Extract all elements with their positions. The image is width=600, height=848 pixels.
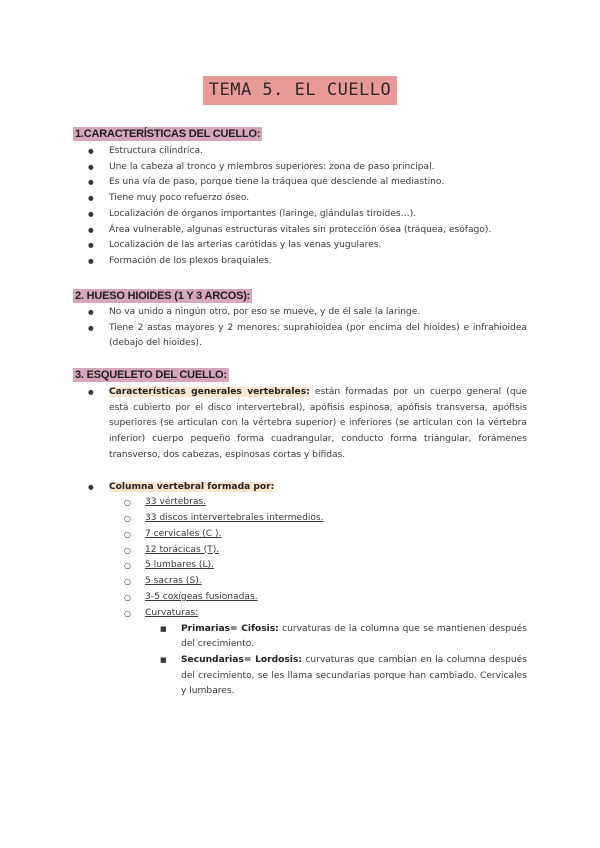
list-item: ● Tiene muy poco refuerzo óseo. [73,191,527,207]
section-heading-caracteristicas: 1.CARACTERÍSTICAS DEL CUELLO: [75,128,261,140]
list-item: ● No va unido a ningún otro, por eso se mueve, y de él sale la laringe. [73,305,527,321]
highlighted-label: Columna vertebral formada por: [109,481,275,492]
curvature-label: Primarias= Cifosis: [181,623,279,634]
list-item: ● Es una vía de paso, porque tiene la tráquea que desciende al mediastino. [73,175,527,191]
sub-list-item-curvaturas [109,606,527,700]
highlighted-label: Características generales vertebrales: [109,387,310,397]
list-item: ● Localización de órganos importantes (laringe, glándulas tiroides…). [73,207,527,223]
sub-item-text: Curvaturas: [145,607,199,618]
sub-item-text: 5 sacras (S). [145,576,202,587]
list-item-caracteristicas-vertebrales [73,385,527,464]
list-item: ● Área vulnerable, algunas estructuras vitales sin protección ósea (tráquea, esófago). [73,223,527,239]
sub-item-text: 33 discos intervertebrales intermedios. [145,513,324,524]
section-heading-hueso-hioides: 2. HUESO HIOIDES (1 Y 3 ARCOS): [75,290,251,302]
sub-list-item [109,558,527,574]
list-caracteristicas [73,144,527,270]
list-hueso-hioides [73,305,527,352]
sub-list-item [109,495,527,511]
sub-item-text: 33 vértebras. [145,497,207,508]
curvature-text: curvaturas de la columna que se mantienen después del crecimiento. [181,623,528,650]
list-item: ● Localización de las arterias carótidas y las venas yugulares. [73,238,527,254]
sub-item-text: 12 torácicas (T). [145,544,220,555]
curvature-item-primarias [145,622,527,653]
sub-list-item [109,543,527,559]
sub-list-item [109,511,527,527]
page-title: TEMA 5. EL CUELLO [203,76,398,105]
sub-list-item [109,590,527,606]
curvature-label: Secundarias= Lordosis: [181,655,302,665]
curvature-text: curvaturas que cambian en la columna después del crecimiento, se les llama secundarias porque han cambiado. Cervicales y lumbares. [181,655,527,697]
section-heading-esqueleto: 3. ESQUELETO DEL CUELLO: [75,369,227,381]
title-wrapper [0,76,600,105]
list-esqueleto [73,385,527,700]
sub-item-text: 3-5 coxígeas fusionadas. [145,592,258,602]
sub-item-text: 5 lumbares (L). [145,560,214,571]
sub-item-text: 7 cervicales (C ). [145,528,222,539]
sub-list-item [109,527,527,543]
sublist-curvaturas [145,622,527,701]
list-item: ● Formación de los plexos braquiales. [73,254,527,270]
sublist-columna [109,495,527,700]
list-item: ● Estructura cilíndrica. [73,144,527,160]
sub-list-item [109,574,527,590]
item-text: están formadas por un cuerpo general (que está cubierto por el disco intervertebral), apófisis espinosa, apófisis transversa, apófisis superiores (se articulan con la vértebra superior) e inferiores (se articulan con la vértebra inferior) cuerpo pequeño forma cuadrangular, conducto forma triangular, forámenes transverso, dos cabezas, espinosas cortas y bífidas. [109,387,527,460]
list-item: ● Tiene 2 astas mayores y 2 menores: suprahioidea (por encima del hioides) e infrahioidea (debajo del hioides). [73,321,527,352]
curvature-item-secundarias [145,653,527,700]
list-item-columna-vertebral [73,480,527,701]
list-item: ● Une la cabeza al tronco y miembros superiores: zona de paso principal. [73,160,527,176]
